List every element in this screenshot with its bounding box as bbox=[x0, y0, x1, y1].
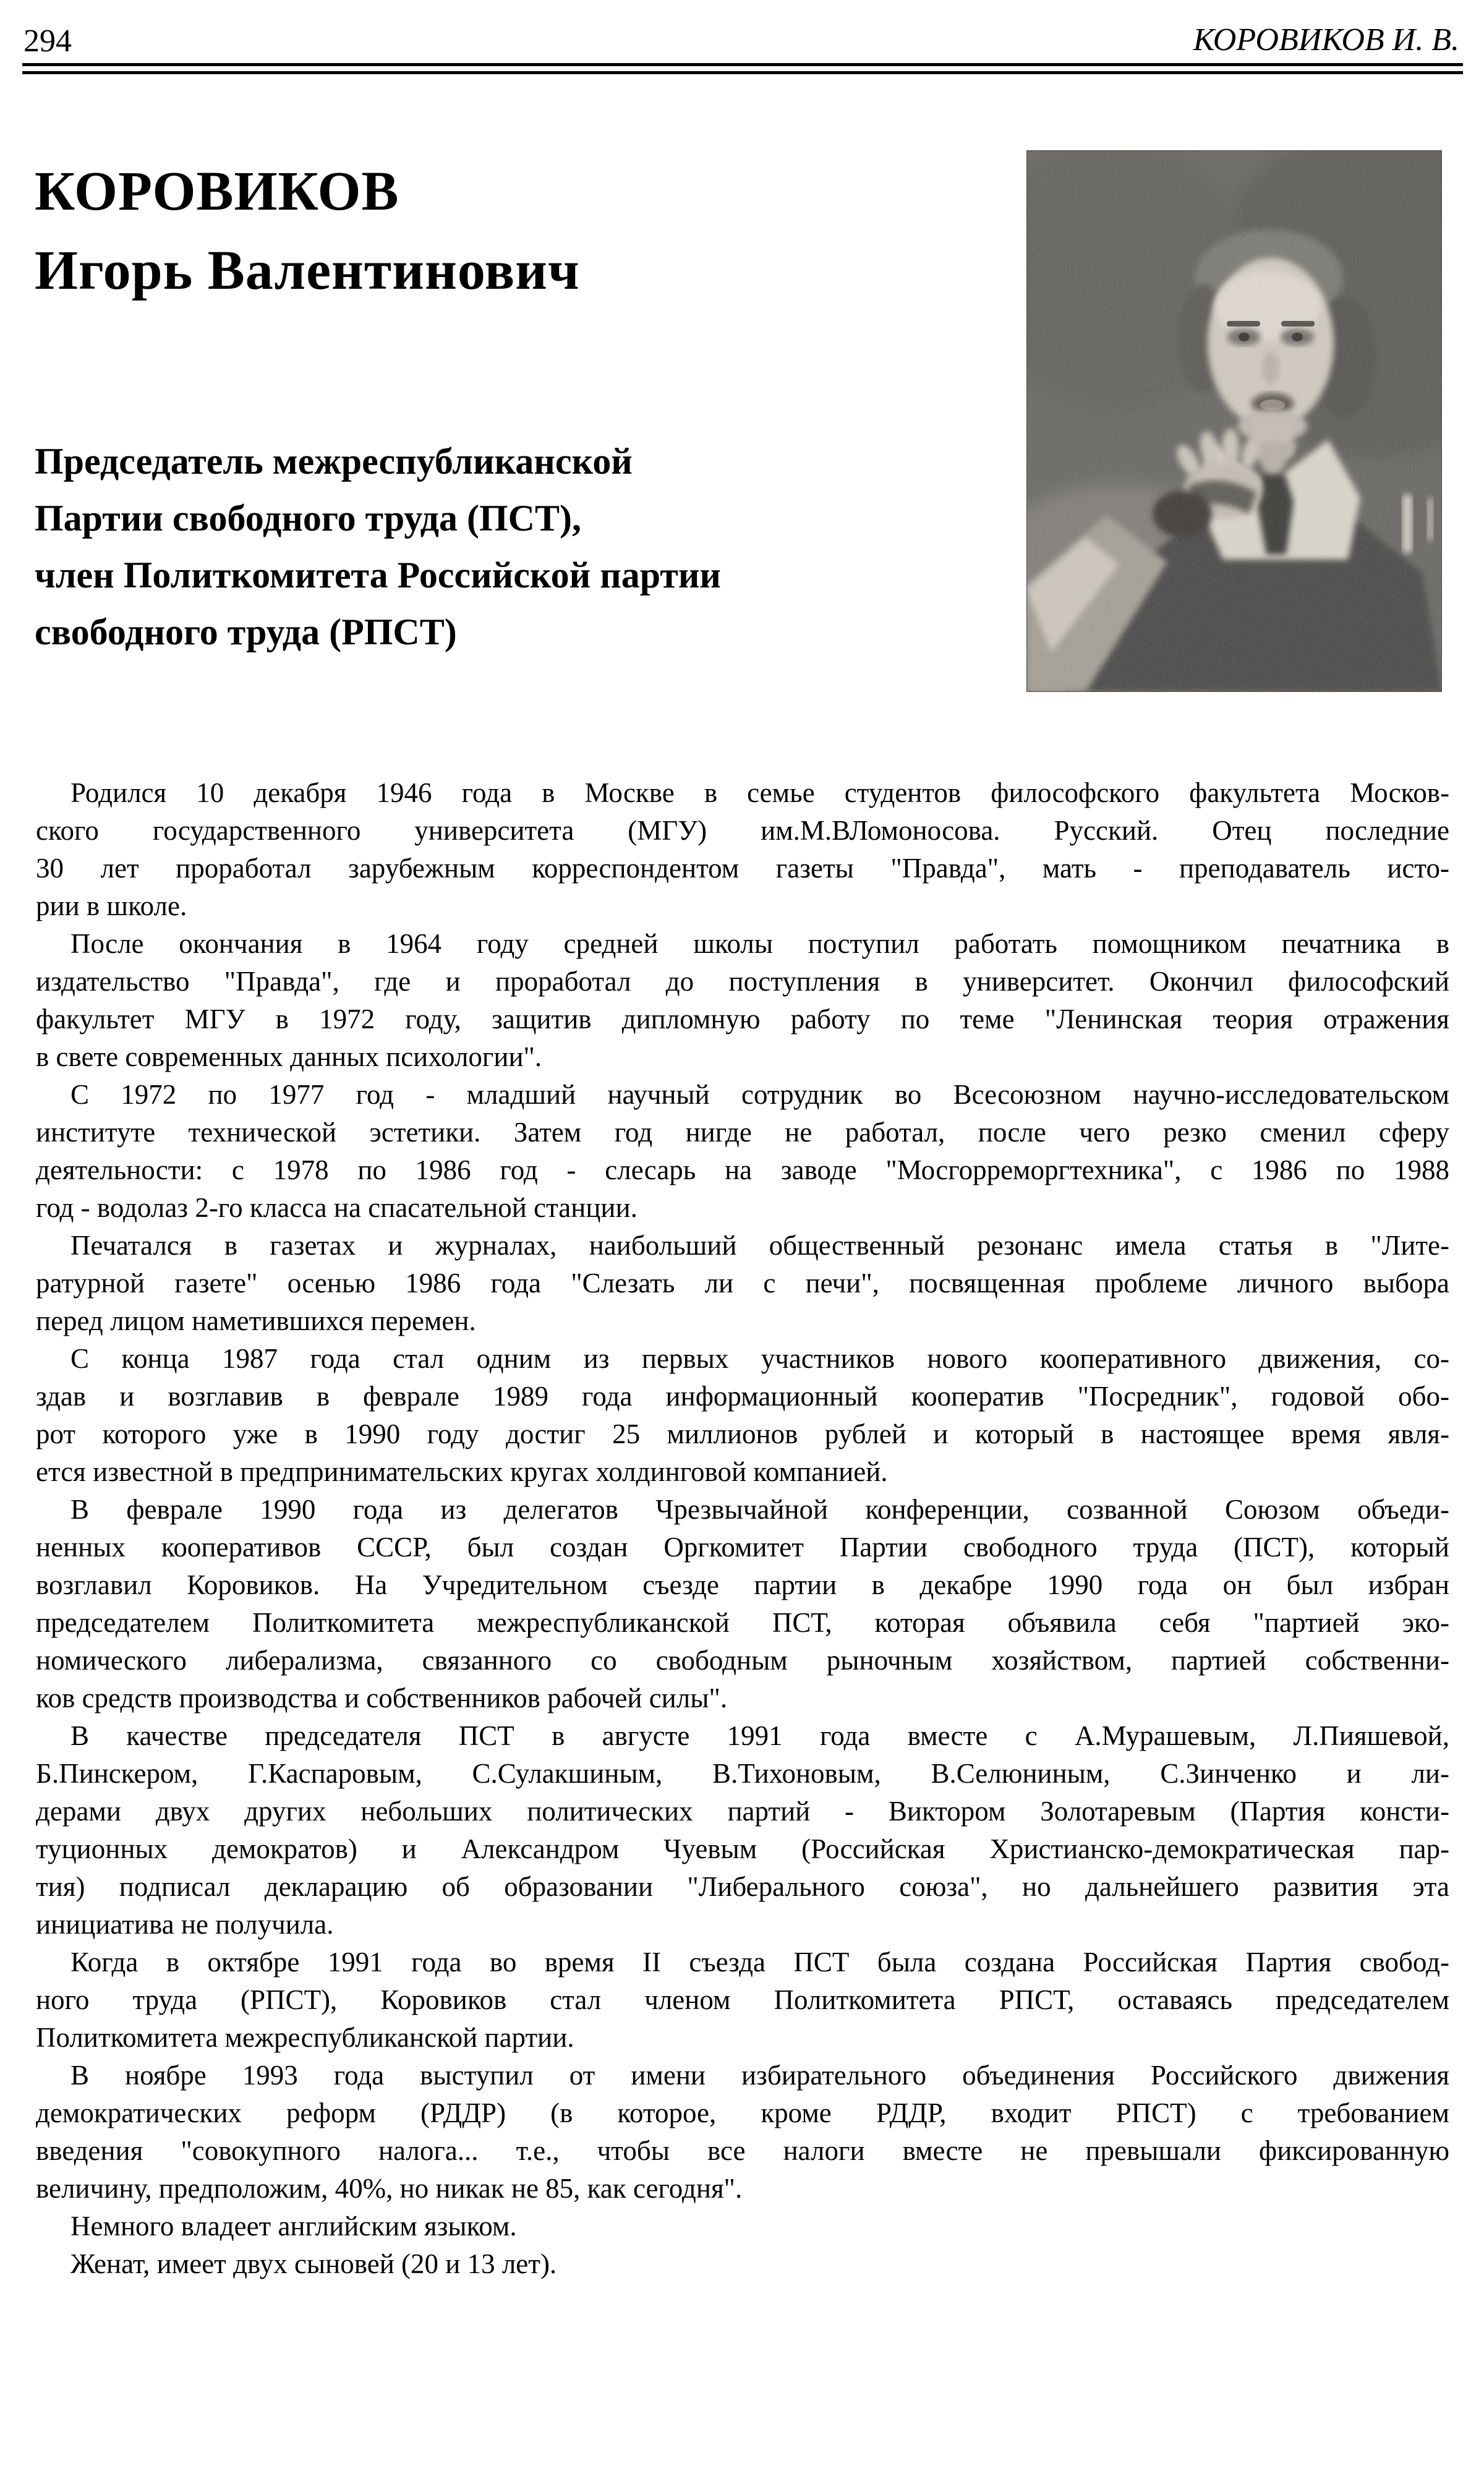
entry-position bbox=[35, 433, 721, 660]
text-line: Родился 10 декабря 1946 года в Москве в семье студентов философского факультета Москов- bbox=[70, 777, 1449, 808]
text-line: демократических реформ (РДДР) (в которое, кроме РДДР, входит РПСТ) с требованием bbox=[36, 2097, 1449, 2128]
text-line: туционных демократов) и Александром Чуевым (Российская Христианско-демократическая пар- bbox=[36, 1833, 1449, 1864]
text-line: В ноябре 1993 года выступил от имени избирательного объединения Российского движения bbox=[70, 2060, 1449, 2091]
paragraph bbox=[36, 1076, 1449, 1227]
text-line: В качестве председателя ПСТ в августе 1991 года вместе с А.Мурашевым, Л.Пияшевой, bbox=[70, 1720, 1449, 1751]
text-line: ется известной в предпринимательских кругах холдинговой компанией. bbox=[36, 1456, 888, 1487]
text-line: здав и возглавив в феврале 1989 года информационный кооператив "Посредник", годовой обо- bbox=[36, 1381, 1449, 1412]
text-line: деятельности: с 1978 по 1986 год - слесарь на заводе "Мосгорреморгтехника", с 1986 по 1988 bbox=[36, 1154, 1449, 1185]
paragraph bbox=[36, 1717, 1449, 1944]
entry-title bbox=[35, 152, 580, 310]
paragraph bbox=[36, 2057, 1449, 2208]
text-line: возглавил Коровиков. На Учредительном съезде партии в декабре 1990 года он был избран bbox=[36, 1569, 1449, 1600]
position-line: свободного труда (РПСТ) bbox=[35, 612, 457, 652]
text-line: введения "совокупного налога... т.е., чтобы все налоги вместе не превышали фиксированную bbox=[36, 2135, 1449, 2166]
text-line: Немного владеет английским языком. bbox=[70, 2211, 517, 2242]
text-line: 30 лет проработал зарубежным корреспондентом газеты "Правда", мать - преподаватель исто- bbox=[36, 853, 1449, 884]
text-line: председателем Политкомитета межреспубликанской ПСТ, которая объявила себя "партией эко- bbox=[36, 1607, 1449, 1638]
text-line: величину, предположим, 40%, но никак не 85, как сегодня". bbox=[36, 2173, 743, 2204]
portrait-photo bbox=[1026, 150, 1442, 692]
body-text bbox=[36, 774, 1449, 2283]
paragraph bbox=[36, 1227, 1449, 1340]
text-line: Когда в октябре 1991 года во время II съезда ПСТ была создана Российская Партия свобод- bbox=[70, 1947, 1449, 1978]
text-line: ненных кооперативов СССР, был создан Оргкомитет Партии свободного труда (ПСТ), который bbox=[36, 1532, 1449, 1563]
text-line: рот которого уже в 1990 году достиг 25 миллионов рублей и который в настоящее время явля- bbox=[36, 1419, 1449, 1449]
text-line: ков средств производства и собственников рабочей силы". bbox=[36, 1683, 728, 1713]
page-number: 294 bbox=[23, 23, 72, 59]
text-line: С 1972 по 1977 год - младший научный сотрудник во Всесоюзном научно-исследовательском bbox=[70, 1079, 1449, 1110]
text-line: Б.Пинскером, Г.Каспаровым, С.Сулакшиным, В.Тихоновым, В.Селюниным, С.Зинченко и ли- bbox=[36, 1758, 1449, 1789]
paragraph bbox=[36, 774, 1449, 925]
position-line: член Политкомитета Российской партии bbox=[35, 555, 721, 595]
text-line: издательство "Правда", где и проработал до поступления в университет. Окончил философский bbox=[36, 966, 1449, 997]
photo-grain-overlay bbox=[1026, 150, 1442, 692]
text-line: С конца 1987 года стал одним из первых участников нового кооперативного движения, со- bbox=[70, 1343, 1449, 1374]
text-line: тия) подписал декларацию об образовании "Либерального союза", но дальнейшего развития эта bbox=[36, 1871, 1449, 1902]
text-line: в свете современных данных психологии". bbox=[36, 1041, 542, 1072]
text-line: перед лицом наметившихся перемен. bbox=[36, 1305, 476, 1336]
paragraph bbox=[36, 1340, 1449, 1491]
position-line: Председатель межреспубликанской bbox=[35, 441, 633, 482]
text-line: ратурной газете" осенью 1986 года "Слезать ли с печи", посвященная проблеме личного выбора bbox=[36, 1268, 1449, 1299]
text-line: Печатался в газетах и журналах, наибольший общественный резонанс имела статья в "Лите- bbox=[70, 1230, 1449, 1261]
portrait-photo-svg bbox=[1026, 150, 1442, 692]
paragraph bbox=[36, 2245, 1449, 2283]
paragraph bbox=[36, 2208, 1449, 2245]
running-title: КОРОВИКОВ И. В. bbox=[1193, 22, 1459, 58]
entry-given-names: Игорь Валентинович bbox=[35, 240, 580, 301]
text-line: год - водолаз 2-го класса на спасательной станции. bbox=[36, 1192, 638, 1223]
text-line: дерами двух других небольших политических партий - Виктором Золотаревым (Партия консти- bbox=[36, 1796, 1449, 1827]
entry-surname: КОРОВИКОВ bbox=[35, 161, 399, 222]
text-line: Политкомитета межреспубликанской партии. bbox=[36, 2022, 574, 2053]
text-line: рии в школе. bbox=[36, 890, 187, 921]
paragraph bbox=[36, 925, 1449, 1076]
text-line: После окончания в 1964 году средней школы поступил работать помощником печатника в bbox=[70, 928, 1449, 959]
header-divider-rule bbox=[22, 63, 1463, 74]
text-line: факультет МГУ в 1972 году, защитив дипломную работу по теме "Ленинская теория отражения bbox=[36, 1004, 1449, 1035]
text-line: институте технической эстетики. Затем год нигде не работал, после чего резко сменил сферу bbox=[36, 1117, 1449, 1148]
text-line: ского государственного университета (МГУ) им.М.ВЛомоносова. Русский. Отец последние bbox=[36, 815, 1449, 846]
position-line: Партии свободного труда (ПСТ), bbox=[35, 498, 581, 539]
paragraph bbox=[36, 1491, 1449, 1717]
paragraph bbox=[36, 1944, 1449, 2057]
text-line: инициатива не получила. bbox=[36, 1909, 334, 1940]
text-line: Женат, имеет двух сыновей (20 и 13 лет). bbox=[70, 2248, 557, 2279]
text-line: номического либерализма, связанного со свободным рыночным хозяйством, партией собственни- bbox=[36, 1645, 1449, 1676]
text-line: ного труда (РПСТ), Коровиков стал членом Политкомитета РПСТ, оставаясь председателем bbox=[36, 1984, 1449, 2015]
text-line: В феврале 1990 года из делегатов Чрезвычайной конференции, созванной Союзом объеди- bbox=[70, 1494, 1449, 1525]
